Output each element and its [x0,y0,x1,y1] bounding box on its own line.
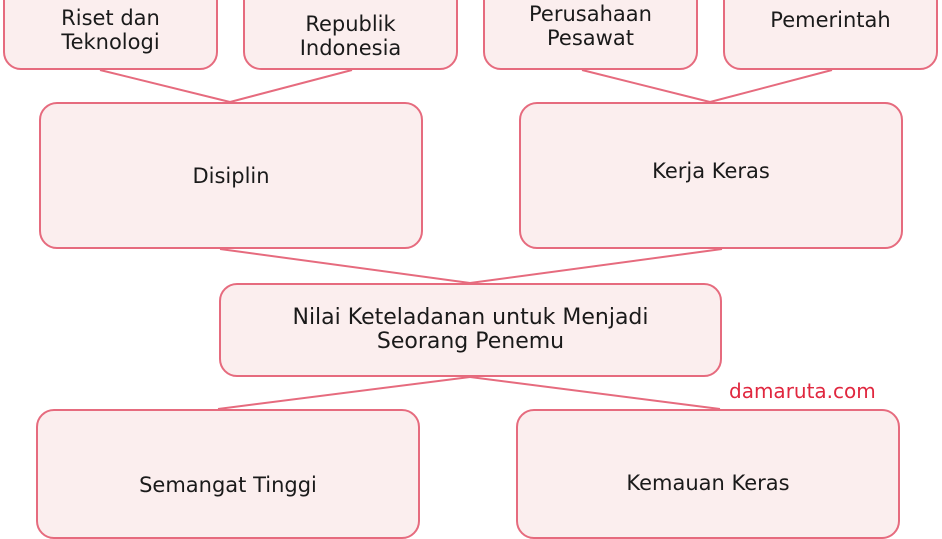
node-semangat-tinggi [36,409,420,539]
node-disiplin [39,102,423,249]
node-perusahaan-pesawat [483,0,698,70]
connector-line [470,249,722,283]
node-label: Riset dan Teknologi [61,6,160,54]
node-label: Pemerintah [770,8,891,32]
connector-line [470,377,720,409]
node-kerja-keras [519,102,903,249]
node-riset-dan-teknologi [3,0,218,70]
watermark: damaruta.com [729,379,876,403]
connector-line [218,377,470,409]
node-label: Semangat Tinggi [139,473,317,497]
node-label: Nilai Keteladanan untuk Menjadi Seorang Penemu [292,305,649,354]
node-label: Kemauan Keras [626,471,790,495]
node-label: Republik Indonesia [299,12,402,60]
node-label: Kerja Keras [652,158,770,183]
connector-line [220,249,470,283]
node-pemerintah [723,0,938,70]
node-label: Perusahaan Pesawat [529,2,652,50]
node-kemauan-keras [516,409,900,539]
node-label: Disiplin [192,163,270,188]
connector-line [710,70,832,102]
connector-line [582,70,710,102]
connector-line [100,70,230,102]
node-nilai-keteladanan [219,283,722,377]
node-republik-indonesia [243,0,458,70]
connector-line [230,70,352,102]
